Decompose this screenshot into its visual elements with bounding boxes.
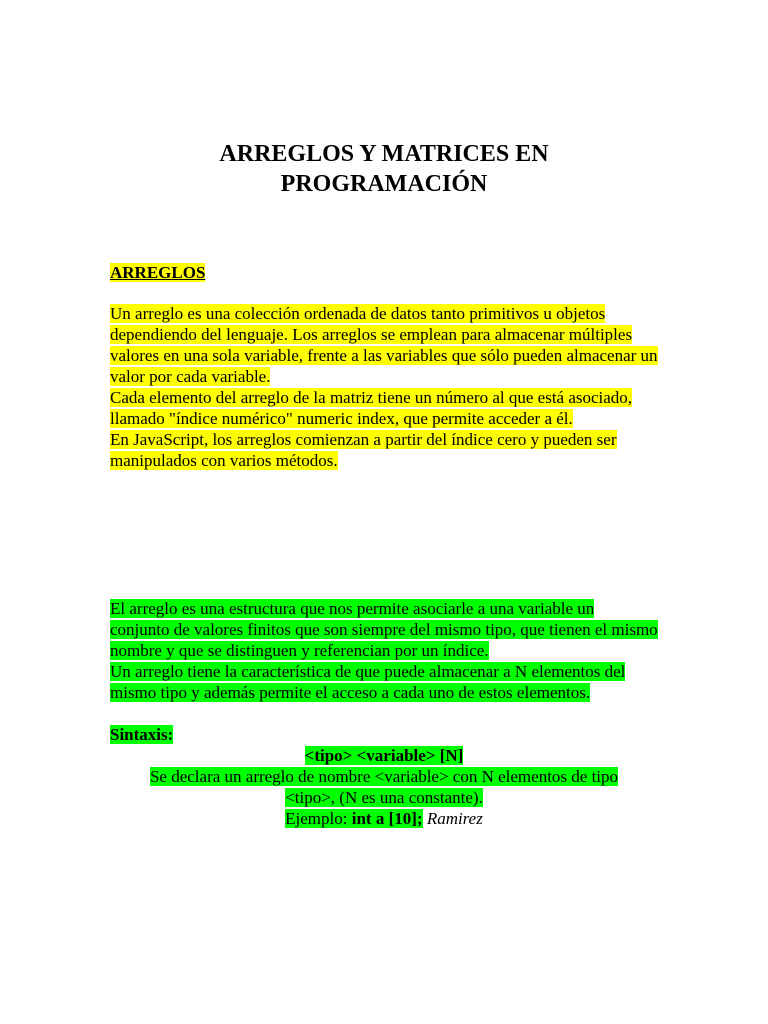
syntax-description-2-text: <tipo>, (N es una constante). (285, 788, 483, 807)
syntax-description-2 (110, 787, 658, 808)
example-label: Ejemplo: (285, 809, 352, 828)
paragraph-definition-text: Un arreglo es una colección ordenada de datos tanto primitivos u objetos dependiendo del lenguaje. Los arreglos se emplean para almacenar múltiples valores en una sola variable, frente a las variables que sólo pueden almacenar un valor por cada variable. (110, 304, 658, 386)
arreglos-body (110, 303, 658, 471)
syntax-description-1-text: Se declara un arreglo de nombre <variable> con N elementos de tipo (149, 767, 619, 786)
title-line-2: PROGRAMACIÓN (280, 171, 488, 197)
section-estructura (110, 598, 658, 703)
paragraph-index (110, 387, 658, 429)
example-code: int a [10]; (351, 809, 423, 828)
paragraph-estructura-text: El arreglo es una estructura que nos permite asociarle a una variable un conjunto de valores finitos que son siempre del mismo tipo, que tienen el mismo nombre y que se distinguen y referencian por un índice. (110, 599, 658, 660)
example-author: Ramirez (426, 809, 483, 828)
section-arreglos (110, 262, 658, 283)
title-line-1: ARREGLOS Y MATRICES EN (219, 141, 549, 167)
paragraph-javascript (110, 429, 658, 471)
paragraph-javascript-text: En JavaScript, los arreglos comienzan a partir del índice cero y pueden ser manipulados con varios métodos. (110, 430, 617, 470)
paragraph-caracteristica (110, 661, 658, 703)
syntax-line (110, 745, 658, 766)
syntax-description-1 (110, 766, 658, 787)
document-title (110, 139, 658, 199)
paragraph-index-text: Cada elemento del arreglo de la matriz tiene un número al que está asociado, llamado "índice numérico" numeric index, que permite acceder a él. (110, 388, 633, 428)
heading-text: ARREGLOS (110, 263, 206, 282)
paragraph-estructura (110, 598, 658, 661)
section-heading-arreglos (110, 262, 658, 283)
syntax-heading-text: Sintaxis: (110, 725, 174, 744)
paragraph-caracteristica-text: Un arreglo tiene la característica de que puede almacenar a N elementos del mismo tipo y además permite el acceso a cada uno de estos elementos. (110, 662, 626, 702)
syntax-heading (110, 724, 658, 745)
example-line (110, 808, 658, 829)
syntax-line-text: <tipo> <variable> [N] (304, 746, 464, 765)
section-sintaxis (110, 724, 658, 829)
paragraph-definition (110, 303, 658, 387)
